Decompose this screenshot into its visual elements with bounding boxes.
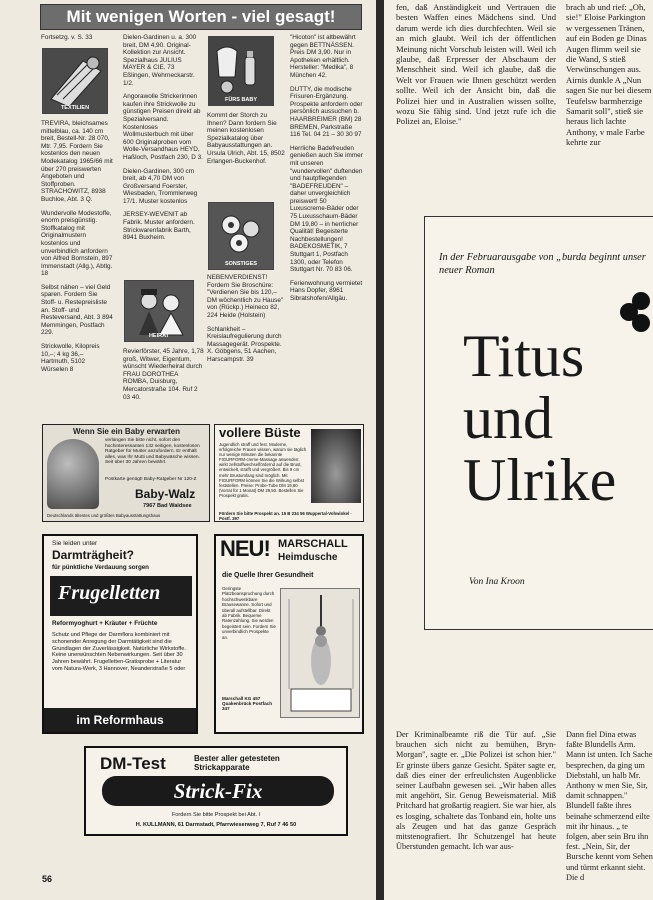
- bueste-headline: vollere Büste: [219, 425, 301, 440]
- darm-body: Schutz und Pflege der Darmflora kombiniert mit schonender Anregung der Darmtätigkeit sind die Grundlagen der Zuverlässigkeit. Natürliche Wirkstoffe. Keine unerwünschten Nebenwirkungen. Seit über 30 Jahren bewährt. Frugelletten-Gratisprobe + Literatur vom Natura-Werk, 3 Hannover, Neanderstraße 5 oder: [52, 632, 186, 672]
- strick-brand: Strick-Fix: [173, 779, 263, 803]
- baby-ad-body: verlangen Sie bitte nicht, sofort den hochinteressanten 132 seitigen, kostenlosen Ratgeber für Mutter anzufordern. Er enthält alles, was Ihr Mutti und Babywäsche wissen. Seit über 30 Jahren bewährt.: [105, 438, 200, 466]
- bueste-photo: [311, 429, 361, 503]
- mother-baby-photo: [47, 439, 99, 509]
- column-2: [123, 34, 203, 244]
- classified-item: DUTTY, die modische Frisuren-Ergänzung. Prospekte anfordern oder persönlich aussuchen b. HAARBREIMER (BM) 28 BREMEN, Parkstraße 116 Tel. 04 21 – 30 30 97: [290, 85, 363, 139]
- column-4: [290, 34, 364, 305]
- story-bottom-left: [396, 730, 556, 852]
- dusche-footer: Marschall KG 457 Quakenbrück Postfach 347: [222, 696, 273, 711]
- fuers-baby-icon: [208, 36, 274, 106]
- dusche-body: Geringste Platzbeanspruchung durch hochschwenkbare Brausewanne. Sofort und überall aufstellbar. Direkt ab Fabrik. Bequeme Ratenzahlung. Sie werden begeistert sein. Fordern Sie unverbindlich Prospekte an.: [222, 586, 276, 640]
- strick-fix-ad: [84, 746, 348, 836]
- story-paragraph: brach ab und rief: „Oh, sie!" Eloise Parkington w vergessenen Tränen, auf ein Boden ge Dinas Augen flimm weil sie die Wand, S stieß Verwünschungen aus. Airnis dunkle A „Nun sagen Sie nur bei diesem Teufelsw barmherzige Samarit soll", stieß sie heraus lich lachte Anthony, v male Farbe kehrte zur: [566, 2, 652, 148]
- story-paragraph: fen, daß Anständigkeit und Vertrauen die besten Waffen eines Mädchens sind. Und darum werde ich dies durchfechten. Weil sie an mich glaubt. Weil ich der öffentlichen Meinung nicht Vorschub leisten will. Weil ich glaube, daß Erpresser der Abschaum der Menschheit sind. Weil ich glaube, daß die Welt vor Frauen wie Ihnen geschützt werden sollte. Weil ich der Ansicht bin, daß die Polizei hier und in Australien wissen sollte, wozu Sie fähig sind. Und jetzt rufe ich die Polizei an, Eloise.": [396, 2, 556, 127]
- strick-address: H. KULLMANN, 61 Darmstadt, Pfarrwiesenweg 7, Ruf 7 46 50: [135, 822, 297, 828]
- baby-ad-footer: Deutschlands ältestes und größtes Babyausstattungshaus: [47, 513, 161, 518]
- dusche-tagline: die Quelle Ihrer Gesundheit: [222, 572, 314, 579]
- story-paragraph: Dann fiel Dina etwas faßte Blundells Arm. Mann ist unten. Ich Sache besprechen, da ging um Diebstahl, un halb Mr. Anthony w men Sie, Sir, damit schnappen." Blundell faßte ihres beinahe schmerzend eilte mit ihr hinaus. „ te folgen, aber sein Bru ihn fest. „Nein, Sir, der Bursche kennt vom Sehen und türmt erkannt sieht. Die d: [566, 730, 653, 882]
- darm-sub: für pünktliche Verdauung sorgen: [52, 564, 149, 571]
- classified-item: TREVIRA, bleichsames mittelblau, ca. 140 cm breit, Bestell-Nr. 28 070, Mtr. 7,95. Fordern Sie kostenlos den neuen Modekatalog 1965/66 mit über 270 preiswerten Angeboten und Stoffproben. STRACHOWITZ, 8938 Buchloe, Abt. 3 Q.: [41, 120, 113, 203]
- novel-title: Titus und Ulrike: [463, 323, 617, 513]
- darm-sub2: Reformyoghurt + Kräuter + Früchte: [52, 620, 158, 627]
- bueste-body: Jugendlich straff und fest. Moderne, erfolgreiche Frauen wissen, warum sie täglich nur wenige Minuten die bekannte FIGURFORM-creme-Massage anwenden: wirkt zellstoffwechselfördernd auf die Brust, entwickelt, strafft und vergrößert. Bis 9 cm mehr Brustumfang sind möglich. Mit FIGURFORM können Sie die Wirkung selbst feststellen. Preise: Probe-Tube DM 19,80 (Vorrat für 1 Monat) DM 29,50. Bestellen Sie Prospekt gratis.: [219, 442, 307, 498]
- story-top-left: [396, 2, 556, 127]
- classified-item: Dielen-Gardinen, 300 cm breit, ab 4,70 DM von Großversand Foerster, Wiesbaden, Trommlerweg 17/1. Muster kostenlos: [123, 167, 198, 205]
- page-number: 56: [42, 874, 53, 884]
- heirat-label: HEIRAT: [148, 333, 170, 339]
- column-3: [207, 112, 287, 167]
- shower-photo: [280, 588, 360, 718]
- dusche-brand: MARSCHALL: [278, 538, 348, 550]
- page-gutter: [376, 0, 384, 900]
- strick-fix-logo: [102, 776, 334, 806]
- classified-item: Revierförster, 45 Jahre, 1,78 groß, Witwer, Eigentum, wünscht Wiederheirat durch FRAU DOROTHEA ROMBA, Duisburg, Mercatorstraße 104. Ruf 2 03 40.: [123, 348, 204, 401]
- baby-ad-card: Postkarte genügt! Baby-Ratgeber Nr 120-Z: [105, 477, 197, 482]
- sonstiges-label: SONSTIGES: [224, 261, 258, 267]
- fuers-baby-label: FÜRS BABY: [224, 97, 258, 103]
- darm-headline: Darmträgheit?: [52, 548, 135, 562]
- classified-item: Dielen-Gardinen u. a. 300 breit, DM 4,90. Original-Kollektion zur Ansicht. Spezialhaus JULIUS MAYER & CIE. 73 Eßlingen, Wehrneckarstr. 1/2.: [123, 34, 197, 87]
- darm-top: Sie leiden unter: [52, 540, 98, 547]
- classified-item: NEBENVERDIENST! Fordern Sie Broschüre: "Verdienen Sie bis 120,– DM wöchentlich zu Hause" von (Rückp.) Heineco 82, 224 Heide (Holstein): [207, 274, 284, 319]
- classified-item: Herrliche Badefreuden genießen auch Sie immer mit unseren "wundervollen" duftenden und hautpflegenden "BADEFREUDEN" – daher unvergleichlich preiswert! 50 Luxuscreme-Bäder oder 75 Luxusschaum-Bäder DM 19,80 – in herrlicher Qualität! Begeisterte Nachbestellungen! BADEKOSMETIK, 7 Stuttgart 1, Postfach 1300, oder Telefon Stuttgart Nr. 70 83 06.: [290, 144, 363, 274]
- column-1-ads: [41, 120, 113, 375]
- classified-item: Wundervolle Modestoffe, enorm preisgünstig. Stoffkatalog mit Originalmustern kostenlos und unverbindlich anfordern von Alfred Bornstein, 897 Immenstadt (Allg.), Abtlg. 18: [41, 209, 113, 278]
- frugelletten-logo-box: [50, 576, 192, 616]
- baby-walz-brand: Baby-Walz: [135, 487, 196, 501]
- frugelletten-ad: [42, 534, 198, 734]
- story-paragraph: Der Kriminalbeamte riß die Tür auf. „Sie brauchen sich nicht zu bemühen, Bryn-Morgan", sagte er. „Die Polizei ist schon hier." Er grinste übers ganze Gesicht. Später sagte er, daß dies einer der erfreulichsten Augenblicke seiner Laufbahn gewesen sei. „Wir haben alles mit angehört, Sir. Genug Beweismaterial. Miß Pritchard hat großartig reagiert. Sie war hier, als es losging, schaltete das Tonband ein, holte uns als Zeugen und hat das ganze Gespräch mitstenografiert. Ihr Schutzengel hat heute Überstunden gemacht. Ich war aus-: [396, 730, 556, 852]
- strick-title: DM-Test: [100, 754, 166, 773]
- strick-subtitle: Bester aller getesteten Strickapparate: [194, 754, 280, 772]
- story-top-right: [566, 2, 653, 178]
- classified-item: Selbst nähen – viel Geld sparen. Fordern Sie Stoff- u. Restepreisliste an. Stoff- und Resteversand, Abt. 3 894 Memmingen, Postfach 229.: [41, 283, 113, 337]
- classified-item: Ferienwohnung vermietet Hans Dopfer, 8961 Sibratshofen/Allgäu.: [290, 279, 363, 302]
- classified-item: JERSEY-WEVENIT ab Fabrik. Muster anfordern. Strickwarenfabrik Barth, 8941 Buxheim.: [123, 211, 195, 242]
- baby-walz-ad: [42, 424, 210, 522]
- dusche-product: Heimdusche: [278, 552, 338, 563]
- frugelletten-brand: Frugelletten: [58, 582, 161, 604]
- novel-teaser-box: [424, 216, 653, 630]
- classified-item: Schlankheit – Kreislaufregulierung durch Massagegerät. Prospekte. X. Göbgens, 51 Aachen, Harscampstr. 39: [207, 325, 282, 363]
- heirat-icon: [124, 280, 194, 342]
- classified-item: Strickwolle, Kilopreis 10,–; 4 kg 36,– Hartmuth, 5102 Würselen 8: [41, 343, 100, 373]
- marschall-dusche-ad: [214, 534, 364, 734]
- baby-ad-headline: Wenn Sie ein Baby erwarten: [73, 427, 180, 436]
- dusche-neu: NEU!: [220, 536, 270, 561]
- column-1: [41, 34, 113, 44]
- darm-footer: im Reformhaus: [76, 713, 164, 727]
- textilien-label: TEXTILIEN: [60, 105, 90, 111]
- classified-item: "Hicoton" ist altbewährt gegen BETTNÄSSEN. Preis DM 3,90. Nur in Apotheken erhältlich. Hersteller: "Medika", 8 München 42.: [290, 34, 356, 79]
- bueste-footer: Fördern Sie bitte Prospekt an. 15 B 234 56 Wuppertal-Vohwinkel · Postf. 397: [219, 511, 352, 521]
- story-bottom-right: [566, 730, 653, 882]
- flower-ornament-icon: [611, 287, 651, 357]
- continuation-note: Fortsetzg. v. S. 33: [41, 34, 93, 41]
- novel-author: Von Ina Kroon: [469, 577, 525, 587]
- column-2-heirat: [123, 348, 205, 403]
- column-3-lower: [207, 274, 287, 366]
- classified-item: Kommt der Storch zu Ihnen? Dann fordern Sie meinen kostenlosen Spezialkatalog über Babyausstattungen an. Ursula Ulrich, Abt. 15, 8502 Erlangen-Buckenhof.: [207, 112, 285, 165]
- textilien-icon: [42, 48, 108, 114]
- strick-line: Fordern Sie bitte Prospekt bei Abt. I: [171, 812, 261, 818]
- vollere-bueste-ad: [214, 424, 364, 522]
- reformhaus-bar: [44, 708, 196, 732]
- classifieds-header: [40, 4, 362, 30]
- sonstiges-icon: [208, 202, 274, 270]
- baby-walz-city: 7967 Bad Waldsee: [143, 503, 192, 509]
- shower-icon: [281, 589, 361, 719]
- classifieds-title: Mit wenigen Worten - viel gesagt!: [66, 7, 336, 26]
- teaser-text: In der Februarausgabe von „burda beginnt unser neuer Roman: [439, 252, 646, 276]
- classified-item: Angorawolle Strickerinnen kaufen ihre Strickwolle zu günstigen Preisen direkt ab Spezialversand. Kostenloses Wollmusterbuch mit über 600 Originalproben vom Wolle-Versandhaus HEYD, Haßloch, Postfach 230, D 3.: [123, 93, 203, 161]
